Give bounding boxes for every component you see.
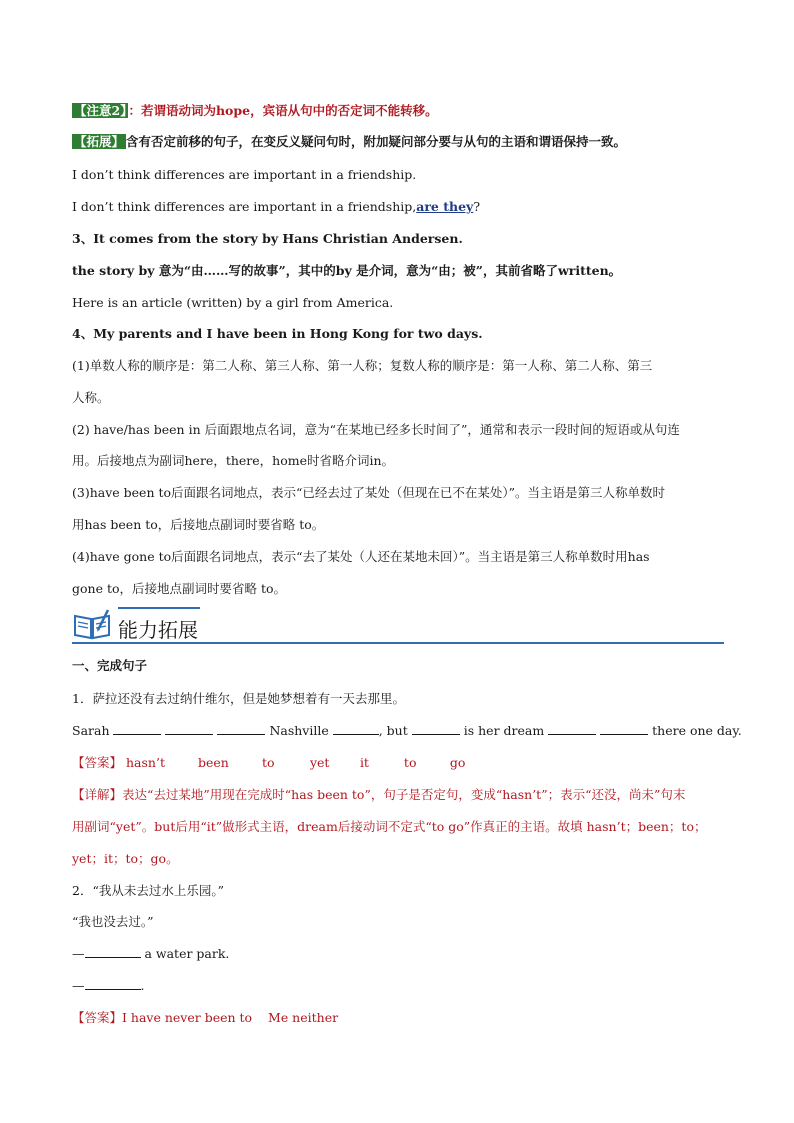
item-4-p2a: (2) have/has been in 后面跟地点名词，意为“在某地已经多长时间了”，通常和表示一段时间的短语或从句连 [72, 422, 680, 437]
answer-value: been [197, 755, 229, 770]
blank[interactable] [333, 722, 379, 735]
q1-detail-c: yet；it；to；go。 [72, 851, 179, 866]
q2-line-2 [72, 977, 724, 995]
item-4-p3b: 用has been to，后接地点副词时要省略 to。 [72, 517, 325, 532]
answer-value: hasn’t [126, 755, 165, 770]
note-text: ：若谓语动词为hope，宾语从句中的否定词不能转移。 [128, 103, 438, 118]
item-3-example: Here is an article (written) by a girl from America. [72, 295, 394, 310]
q1-answer [72, 754, 724, 772]
q1-sentence [72, 722, 742, 740]
q2-answer [72, 1009, 724, 1027]
dash: — [72, 978, 85, 993]
q2-line-1 [72, 945, 724, 963]
example-2-suffix: ? [473, 199, 481, 214]
blank[interactable] [217, 722, 265, 735]
example-2 [72, 198, 724, 216]
book-pen-icon [72, 608, 112, 640]
item-4-p3a: (3)have been to后面跟名词地点，表示“已经去过了某处（但现在已不在某处）”。当主语是第三人称单数时 [72, 485, 666, 500]
q1-word-but: , but [378, 723, 408, 738]
note-tag: 【注意2】 [74, 103, 127, 118]
q2-line-1-text: a water park. [140, 946, 230, 961]
part-1-title: 一、完成句子 [72, 658, 148, 673]
item-4-p4a: (4)have gone to后面跟名词地点，表示“去了某处（人还在某地未回）”。当主语是第三人称单数时用has [72, 549, 650, 564]
expand-line [72, 133, 724, 151]
item-4-p1b: 人称。 [72, 390, 110, 405]
blank[interactable] [165, 722, 213, 735]
q1-prompt: 1．萨拉还没有去过纳什维尔，但是她梦想着有一天去那里。 [72, 691, 405, 706]
answer-value: it [359, 755, 369, 770]
blank[interactable] [412, 722, 460, 735]
q2-line-2-text: . [140, 978, 145, 993]
blank[interactable] [600, 722, 648, 735]
blank[interactable] [113, 722, 161, 735]
detail-label: 【详解】 [72, 787, 123, 802]
item-4-p4b: gone to，后接地点副词时要省略 to。 [72, 581, 287, 596]
q1-word-end: there one day. [652, 723, 742, 738]
blank[interactable] [85, 977, 141, 990]
section-rule [72, 642, 724, 644]
q1-word-dream: is her dream [463, 723, 545, 738]
answer-value: I have never been to [122, 1010, 253, 1025]
answer-value: go [449, 755, 466, 770]
item-3-explain: the story by 意为“由……写的故事”，其中的by 是介词，意为“由；被”，其前省略了written。 [72, 263, 622, 278]
answer-value: to [261, 755, 275, 770]
section-top-rule [118, 607, 200, 609]
item-4-p2b: 用。后接地点为副词here，there，home时省略介词in。 [72, 453, 395, 468]
answer-value: yet [309, 755, 330, 770]
item-3-heading: 3、It comes from the story by Hans Christian Andersen. [72, 231, 463, 246]
blank[interactable] [548, 722, 596, 735]
example-1: I don’t think differences are important in a friendship. [72, 167, 417, 182]
q1-word-nashville: Nashville [269, 723, 329, 738]
q1-detail-a [72, 786, 724, 804]
dash: — [72, 946, 85, 961]
q2-prompt-b: “我也没去过。” [72, 914, 154, 929]
section-title: 能力拓展 [118, 618, 198, 642]
answer-label: 【答案】 [72, 755, 123, 770]
q2-prompt-a: 2．“我从未去过水上乐园。” [72, 883, 224, 898]
note-2-line [72, 102, 724, 120]
item-4-heading: 4、My parents and I have been in Hong Kong for two days. [72, 326, 483, 341]
q1-detail-b: 用副词“yet”。but后用“it”做形式主语，dream后接动词不定式“to go”作真正的主语。故填 hasn’t；been；to； [72, 819, 707, 834]
q1-word-sarah: Sarah [72, 723, 110, 738]
answer-label: 【答案】 [72, 1010, 123, 1025]
example-2-text: I don’t think differences are important in a friendship, [72, 199, 417, 214]
answer-value: Me neither [268, 1010, 339, 1025]
item-4-p1a: (1)单数人称的顺序是：第二人称、第三人称、第一人称；复数人称的顺序是：第一人称、第二人称、第三 [72, 358, 653, 373]
detail-text: 表达“去过某地”用现在完成时“has been to”，句子是否定句，变成“hasn’t”；表示“还没，尚未”句末 [122, 787, 686, 802]
blank[interactable] [85, 945, 141, 958]
expand-text: 含有否定前移的句子，在变反义疑问句时，附加疑问部分要与从句的主语和谓语保持一致。 [126, 134, 627, 149]
tag-question-highlight: are they [416, 199, 474, 214]
answer-value: to [403, 755, 417, 770]
expand-tag: 【拓展】 [74, 134, 125, 149]
